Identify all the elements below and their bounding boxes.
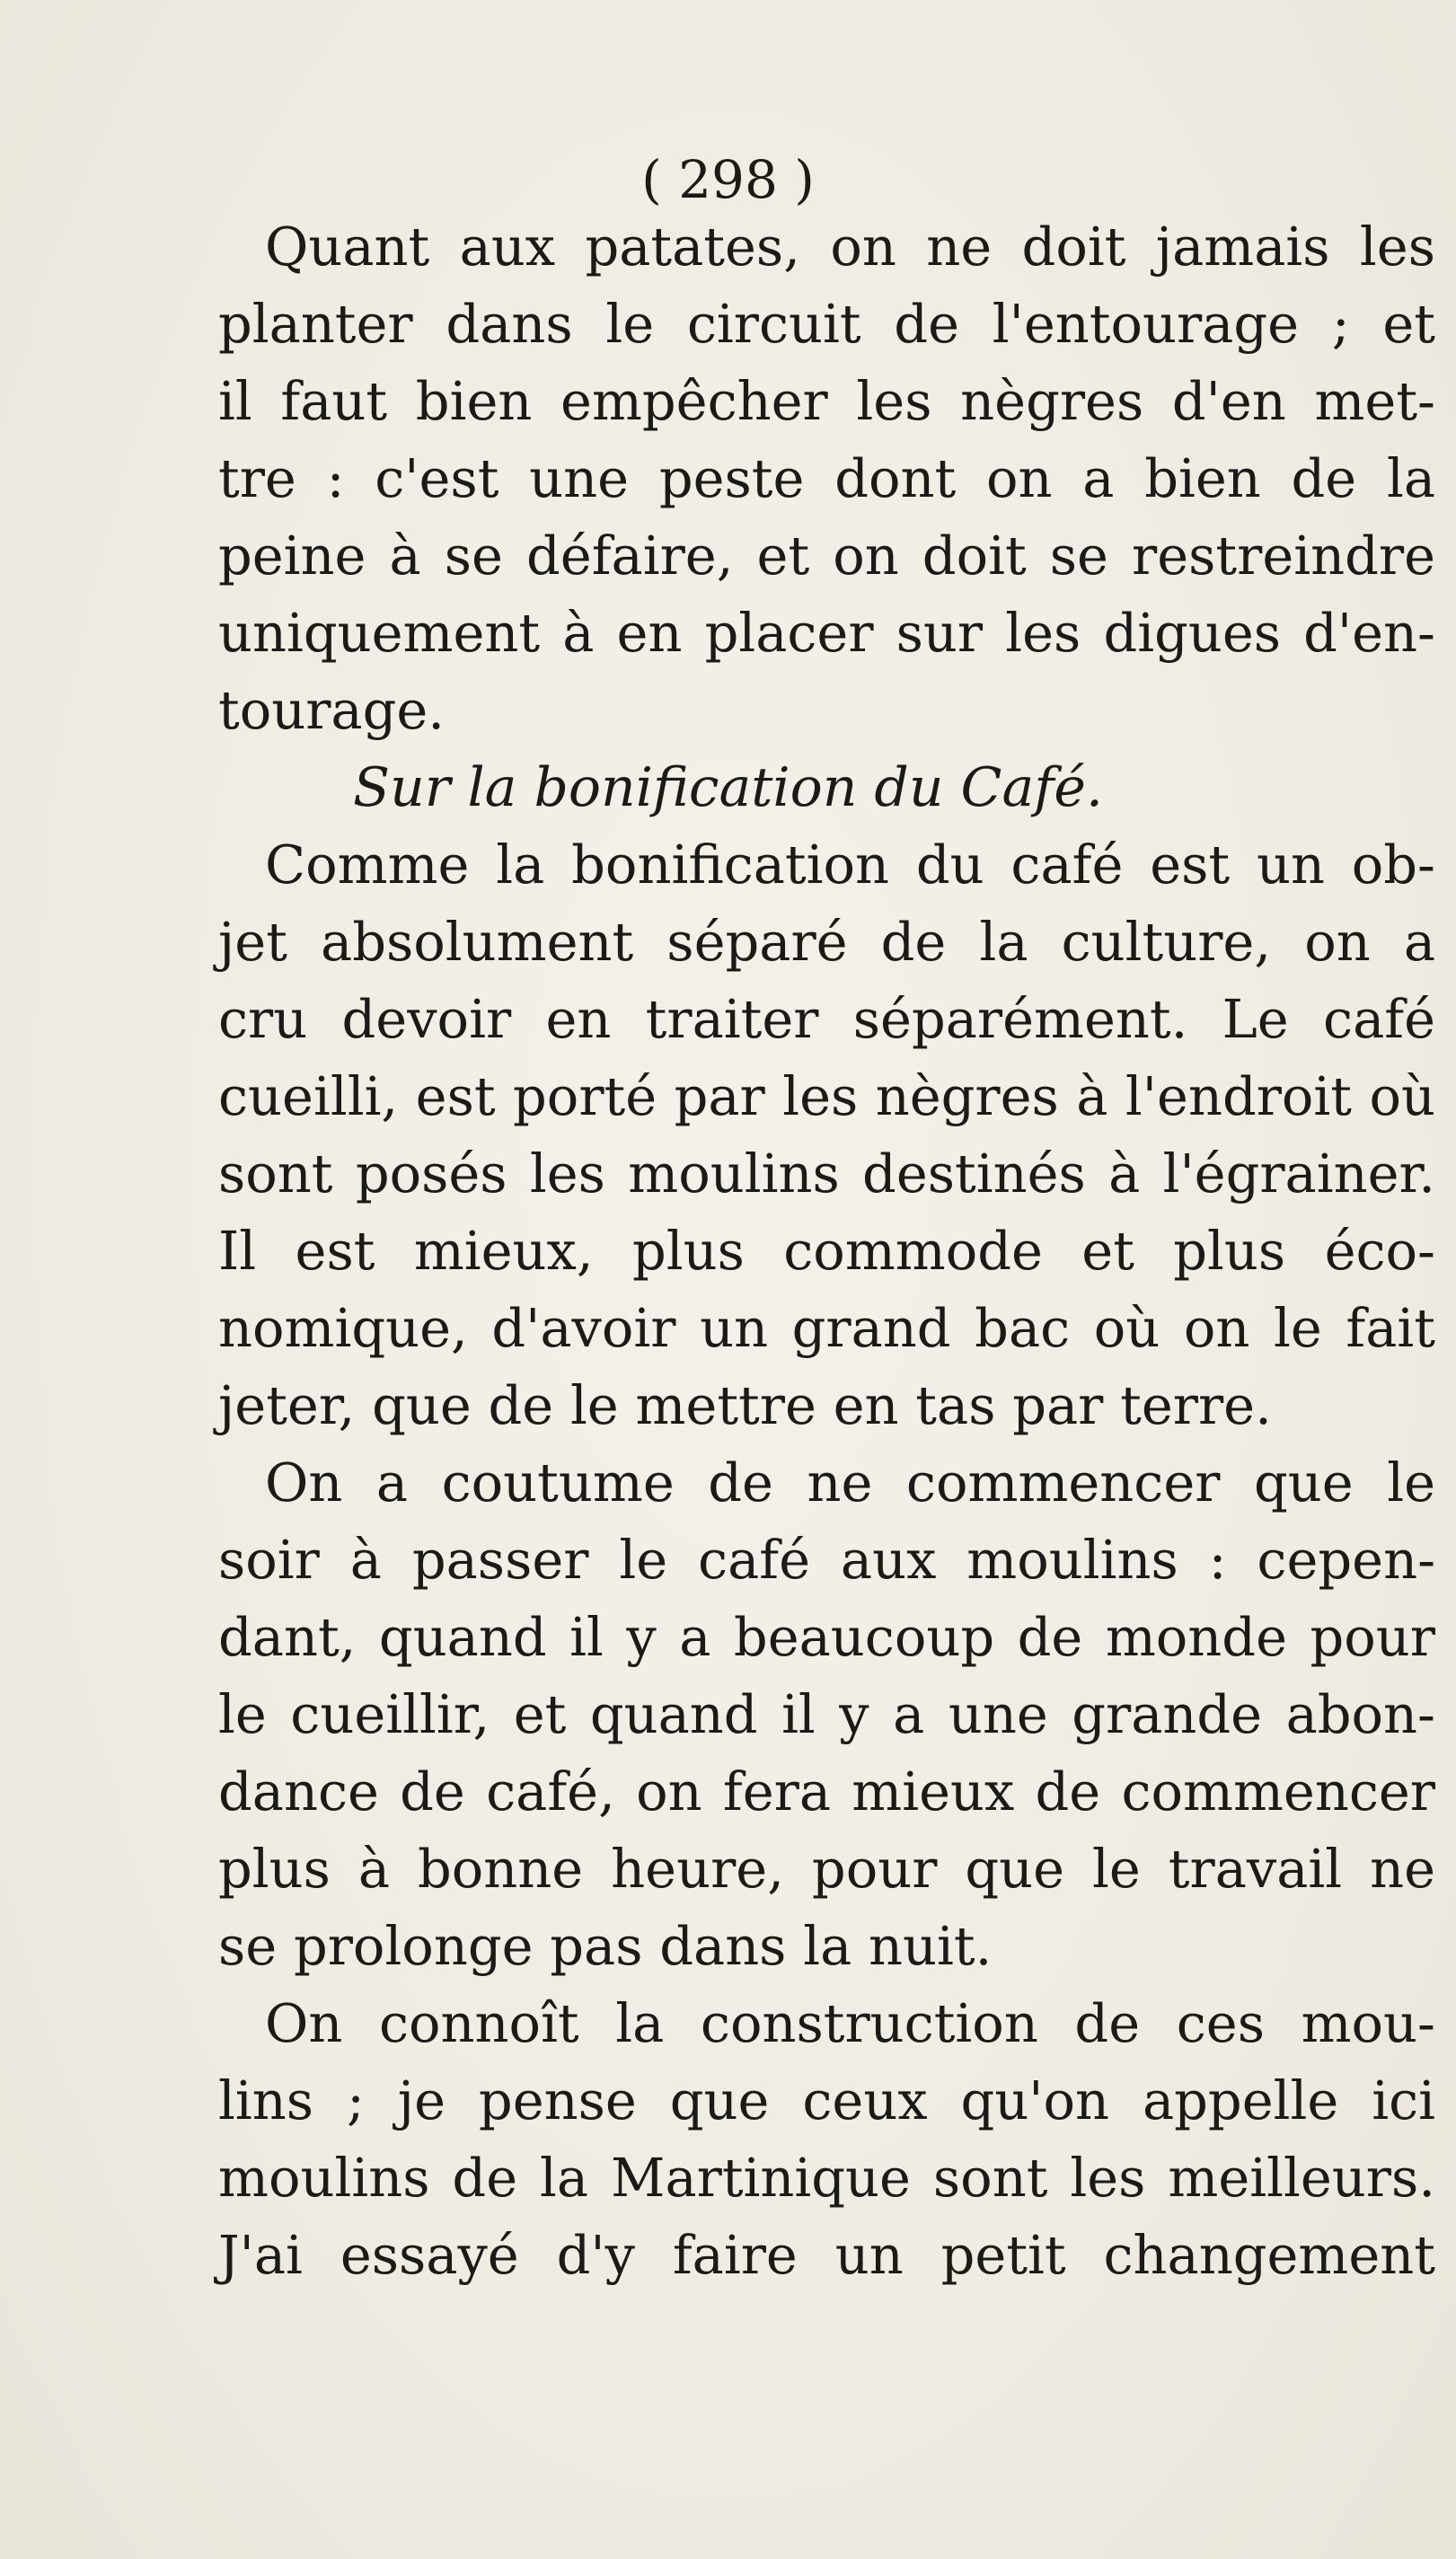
text-line: peine à se défaire, et on doit se restreindre [218, 525, 1435, 587]
text-line: On connoît la construction de ces mou- [265, 1992, 1435, 2054]
text-line: cru devoir en traiter séparément. Le café [218, 988, 1435, 1050]
text-line: planter dans le circuit de l'entourage ; et [218, 293, 1435, 355]
text-line: cueilli, est porté par les nègres à l'endroit où [218, 1065, 1435, 1127]
text-line: Quant aux patates, on ne doit jamais les [265, 216, 1435, 278]
text-line: il faut bien empêcher les nègres d'en met- [218, 370, 1435, 432]
text-line: sont posés les moulins destinés à l'égrainer. [218, 1143, 1435, 1204]
text-line: uniquement à en placer sur les digues d'en- [218, 602, 1435, 664]
text-line: tre : c'est une peste dont on a bien de la [218, 447, 1435, 509]
text-line: J'ai essayé d'y faire un petit changement [218, 2224, 1435, 2286]
text-line: le cueillir, et quand il y a une grande abon- [218, 1683, 1435, 1745]
text-line: lins ; je pense que ceux qu'on appelle ici [218, 2069, 1435, 2131]
text-line: On a coutume de ne commencer que le [265, 1452, 1435, 1513]
text-line: soir à passer le café aux moulins : cepen- [218, 1529, 1435, 1591]
text-line: jet absolument séparé de la culture, on a [218, 911, 1435, 973]
section-heading: Sur la bonification du Café. [352, 756, 1104, 819]
text-line: moulins de la Martinique sont les meilleurs. [218, 2147, 1435, 2209]
text-line: tourage. [218, 679, 446, 741]
text-line: se prolonge pas dans la nuit. [218, 1915, 993, 1977]
text-line: dance de café, on fera mieux de commencer [218, 1760, 1435, 1822]
text-line: dant, quand il y a beaucoup de monde pour [218, 1606, 1435, 1668]
text-line: Il est mieux, plus commode et plus éco- [218, 1220, 1435, 1282]
text-line: nomique, d'avoir un grand bac où on le fait [218, 1297, 1435, 1359]
text-line: plus à bonne heure, pour que le travail ne [218, 1838, 1435, 1900]
page-number: ( 298 ) [641, 149, 815, 210]
text-line: jeter, que de le mettre en tas par terre. [218, 1374, 1272, 1436]
text-line: Comme la bonification du café est un ob- [265, 834, 1435, 896]
